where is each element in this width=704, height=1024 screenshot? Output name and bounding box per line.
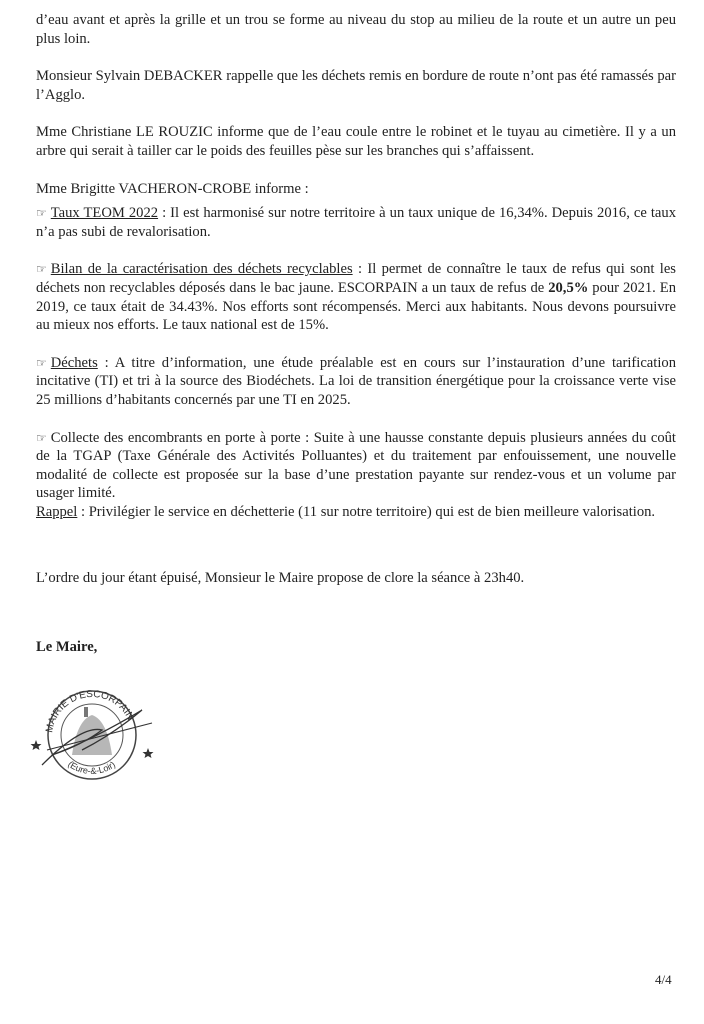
page-number: 4/4 — [655, 972, 672, 987]
document-body — [36, 11, 676, 657]
svg-text:MAIRIE D'ESCORPAIN: MAIRIE D'ESCORPAIN — [44, 688, 136, 734]
paragraph-road: d’eau avant et après la grille et un trou se forme au niveau du stop au milieu de la route et un autre un peu plus loin. — [36, 12, 676, 47]
bullet-encombrants — [36, 429, 676, 503]
bullet-title: Déchets — [50, 354, 98, 371]
signature-title: Le Maire, — [36, 639, 98, 656]
bullet-teom — [36, 204, 676, 241]
bullet-text: : A titre d’information, une étude préalable est en cours sur l’instauration d’une tarification incitative (TI) et tri à la source des Biodéchets. La loi de transition énergétique pour la croissance verte vise 25 millions d’habitants concernés par une TI en 2025. — [36, 354, 676, 408]
paragraph-debacker: Monsieur Sylvain DEBACKER rappelle que les déchets remis en bordure de route n’ont pas été ramassés par l’Agglo. — [36, 68, 676, 103]
bullet-title: Taux TEOM 2022 — [50, 205, 159, 222]
pointing-hand-icon: ☞ — [36, 355, 47, 370]
bullet-bold-value: 20,5% — [548, 279, 589, 296]
pointing-hand-icon: ☞ — [36, 430, 47, 445]
bullet-title: Bilan de la caractérisation des déchets recyclables — [50, 261, 353, 278]
closing-statement: L’ordre du jour étant épuisé, Monsieur le Maire propose de clore la séance à 23h40. — [36, 570, 525, 587]
mayor-stamp-signature — [22, 685, 162, 795]
bullet-bilan — [36, 260, 676, 334]
bullet-text: : Il est harmonisé sur notre territoire à un taux unique de 16,34%. Depuis 2016, ce taux n’a pas subi de revalorisation. — [36, 205, 676, 240]
pointing-hand-icon: ☞ — [36, 206, 47, 221]
bullet-dechets — [36, 354, 676, 410]
paragraph-vacheron: Mme Brigitte VACHERON-CROBE informe : — [36, 180, 309, 197]
svg-text:(Eure-&-Loir): (Eure-&-Loir) — [66, 758, 118, 777]
bullet-text: Collecte des encombrants en porte à porte : Suite à une hausse constante depuis plusieurs années du coût de la TGAP (Taxe Générale des Activités Polluantes) et du traitement par enfouissement, une nouvelle modalité de collecte est proposée sur la base d’une prestation payante sur rendez-vous et un volume par usager limité. — [36, 429, 676, 502]
bullet-text: : Il permet de connaître le taux de refus qui sont les déchets non recyclables déposés dans le bac jaune. ESCORPAIN a un taux de refus de — [36, 261, 676, 296]
rappel-text: : Privilégier le service en déchetterie (11 sur notre territoire) qui est de bien meilleure valorisation. — [77, 503, 656, 520]
bullet-text: pour 2021. En 2019, ce taux était de 34.43%. Nos efforts sont récompensés. Merci aux habitants. Nous devons poursuivre au mieux nos efforts. Le taux national est de 15%. — [36, 279, 676, 334]
rappel-label: Rappel — [36, 503, 78, 520]
rappel — [36, 503, 676, 522]
paragraph-le-rouzic: Mme Christiane LE ROUZIC informe que de l’eau coule entre le robinet et le tuyau au cimetière. Il y a un arbre qui serait à tailler car le poids des feuilles pèse sur les branches qui s’affaissent. — [36, 124, 676, 159]
pointing-hand-icon: ☞ — [36, 262, 47, 277]
